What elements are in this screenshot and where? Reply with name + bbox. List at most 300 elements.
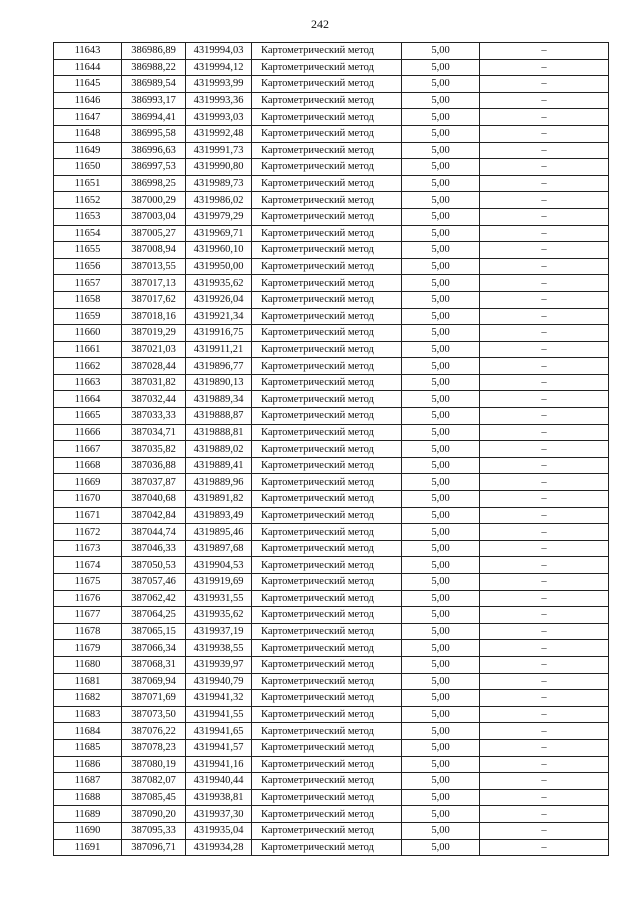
method-cell: Картометрический метод xyxy=(252,159,402,176)
method-cell: Картометрический метод xyxy=(252,773,402,790)
accuracy-cell: 5,00 xyxy=(402,524,480,541)
x-coordinate-cell: 387046,33 xyxy=(122,540,186,557)
accuracy-cell: 5,00 xyxy=(402,640,480,657)
point-number-cell: 11666 xyxy=(54,424,122,441)
x-coordinate-cell: 387035,82 xyxy=(122,441,186,458)
table-row xyxy=(54,159,609,176)
point-number-cell: 11687 xyxy=(54,773,122,790)
table-row xyxy=(54,424,609,441)
point-number-cell: 11664 xyxy=(54,391,122,408)
point-number-cell: 11647 xyxy=(54,109,122,126)
x-coordinate-cell: 387019,29 xyxy=(122,325,186,342)
y-coordinate-cell: 4319921,34 xyxy=(186,308,252,325)
method-cell: Картометрический метод xyxy=(252,341,402,358)
description-cell: – xyxy=(480,391,609,408)
accuracy-cell: 5,00 xyxy=(402,656,480,673)
method-cell: Картометрический метод xyxy=(252,540,402,557)
accuracy-cell: 5,00 xyxy=(402,739,480,756)
point-number-cell: 11657 xyxy=(54,275,122,292)
method-cell: Картометрический метод xyxy=(252,175,402,192)
y-coordinate-cell: 4319935,62 xyxy=(186,607,252,624)
table-row xyxy=(54,408,609,425)
x-coordinate-cell: 387065,15 xyxy=(122,623,186,640)
x-coordinate-cell: 387000,29 xyxy=(122,192,186,209)
description-cell: – xyxy=(480,242,609,259)
accuracy-cell: 5,00 xyxy=(402,673,480,690)
point-number-cell: 11672 xyxy=(54,524,122,541)
table-row xyxy=(54,391,609,408)
description-cell: – xyxy=(480,125,609,142)
point-number-cell: 11659 xyxy=(54,308,122,325)
accuracy-cell: 5,00 xyxy=(402,457,480,474)
table-row xyxy=(54,524,609,541)
x-coordinate-cell: 387005,27 xyxy=(122,225,186,242)
point-number-cell: 11654 xyxy=(54,225,122,242)
method-cell: Картометрический метод xyxy=(252,590,402,607)
method-cell: Картометрический метод xyxy=(252,374,402,391)
table-row xyxy=(54,43,609,60)
x-coordinate-cell: 387044,74 xyxy=(122,524,186,541)
method-cell: Картометрический метод xyxy=(252,308,402,325)
point-number-cell: 11667 xyxy=(54,441,122,458)
description-cell: – xyxy=(480,175,609,192)
accuracy-cell: 5,00 xyxy=(402,374,480,391)
y-coordinate-cell: 4319888,81 xyxy=(186,424,252,441)
accuracy-cell: 5,00 xyxy=(402,441,480,458)
description-cell: – xyxy=(480,474,609,491)
accuracy-cell: 5,00 xyxy=(402,491,480,508)
x-coordinate-cell: 387069,94 xyxy=(122,673,186,690)
point-number-cell: 11674 xyxy=(54,557,122,574)
coordinates-table-body xyxy=(54,43,609,856)
method-cell: Картометрический метод xyxy=(252,640,402,657)
x-coordinate-cell: 387064,25 xyxy=(122,607,186,624)
x-coordinate-cell: 387003,04 xyxy=(122,208,186,225)
table-row xyxy=(54,574,609,591)
table-row xyxy=(54,59,609,76)
accuracy-cell: 5,00 xyxy=(402,574,480,591)
x-coordinate-cell: 387031,82 xyxy=(122,374,186,391)
x-coordinate-cell: 387034,71 xyxy=(122,424,186,441)
table-row xyxy=(54,540,609,557)
x-coordinate-cell: 387096,71 xyxy=(122,839,186,856)
method-cell: Картометрический метод xyxy=(252,574,402,591)
point-number-cell: 11643 xyxy=(54,43,122,60)
accuracy-cell: 5,00 xyxy=(402,43,480,60)
description-cell: – xyxy=(480,673,609,690)
method-cell: Картометрический метод xyxy=(252,291,402,308)
table-row xyxy=(54,822,609,839)
method-cell: Картометрический метод xyxy=(252,258,402,275)
table-row xyxy=(54,374,609,391)
description-cell: – xyxy=(480,341,609,358)
y-coordinate-cell: 4319937,30 xyxy=(186,806,252,823)
accuracy-cell: 5,00 xyxy=(402,474,480,491)
point-number-cell: 11652 xyxy=(54,192,122,209)
x-coordinate-cell: 387036,88 xyxy=(122,457,186,474)
x-coordinate-cell: 387042,84 xyxy=(122,507,186,524)
accuracy-cell: 5,00 xyxy=(402,690,480,707)
point-number-cell: 11665 xyxy=(54,408,122,425)
table-row xyxy=(54,789,609,806)
accuracy-cell: 5,00 xyxy=(402,789,480,806)
method-cell: Картометрический метод xyxy=(252,192,402,209)
description-cell: – xyxy=(480,640,609,657)
description-cell: – xyxy=(480,773,609,790)
point-number-cell: 11668 xyxy=(54,457,122,474)
point-number-cell: 11669 xyxy=(54,474,122,491)
x-coordinate-cell: 387071,69 xyxy=(122,690,186,707)
x-coordinate-cell: 387017,13 xyxy=(122,275,186,292)
point-number-cell: 11686 xyxy=(54,756,122,773)
table-row xyxy=(54,839,609,856)
point-number-cell: 11678 xyxy=(54,623,122,640)
x-coordinate-cell: 387028,44 xyxy=(122,358,186,375)
accuracy-cell: 5,00 xyxy=(402,806,480,823)
x-coordinate-cell: 387021,03 xyxy=(122,341,186,358)
accuracy-cell: 5,00 xyxy=(402,92,480,109)
table-row xyxy=(54,474,609,491)
description-cell: – xyxy=(480,557,609,574)
accuracy-cell: 5,00 xyxy=(402,424,480,441)
x-coordinate-cell: 387073,50 xyxy=(122,706,186,723)
point-number-cell: 11689 xyxy=(54,806,122,823)
y-coordinate-cell: 4319993,36 xyxy=(186,92,252,109)
y-coordinate-cell: 4319911,21 xyxy=(186,341,252,358)
point-number-cell: 11656 xyxy=(54,258,122,275)
point-number-cell: 11644 xyxy=(54,59,122,76)
table-row xyxy=(54,258,609,275)
accuracy-cell: 5,00 xyxy=(402,540,480,557)
description-cell: – xyxy=(480,325,609,342)
table-row xyxy=(54,607,609,624)
y-coordinate-cell: 4319941,55 xyxy=(186,706,252,723)
point-number-cell: 11688 xyxy=(54,789,122,806)
y-coordinate-cell: 4319993,03 xyxy=(186,109,252,126)
point-number-cell: 11663 xyxy=(54,374,122,391)
table-row xyxy=(54,590,609,607)
y-coordinate-cell: 4319992,48 xyxy=(186,125,252,142)
table-row xyxy=(54,275,609,292)
table-row xyxy=(54,358,609,375)
method-cell: Картометрический метод xyxy=(252,457,402,474)
y-coordinate-cell: 4319897,68 xyxy=(186,540,252,557)
y-coordinate-cell: 4319931,55 xyxy=(186,590,252,607)
description-cell: – xyxy=(480,457,609,474)
y-coordinate-cell: 4319941,65 xyxy=(186,723,252,740)
x-coordinate-cell: 387018,16 xyxy=(122,308,186,325)
y-coordinate-cell: 4319889,96 xyxy=(186,474,252,491)
description-cell: – xyxy=(480,358,609,375)
y-coordinate-cell: 4319938,81 xyxy=(186,789,252,806)
y-coordinate-cell: 4319993,99 xyxy=(186,76,252,93)
point-number-cell: 11682 xyxy=(54,690,122,707)
accuracy-cell: 5,00 xyxy=(402,225,480,242)
accuracy-cell: 5,00 xyxy=(402,142,480,159)
table-row xyxy=(54,325,609,342)
table-row xyxy=(54,739,609,756)
y-coordinate-cell: 4319989,73 xyxy=(186,175,252,192)
table-row xyxy=(54,242,609,259)
accuracy-cell: 5,00 xyxy=(402,76,480,93)
description-cell: – xyxy=(480,192,609,209)
accuracy-cell: 5,00 xyxy=(402,59,480,76)
point-number-cell: 11685 xyxy=(54,739,122,756)
method-cell: Картометрический метод xyxy=(252,142,402,159)
accuracy-cell: 5,00 xyxy=(402,723,480,740)
description-cell: – xyxy=(480,806,609,823)
y-coordinate-cell: 4319938,55 xyxy=(186,640,252,657)
method-cell: Картометрический метод xyxy=(252,557,402,574)
accuracy-cell: 5,00 xyxy=(402,557,480,574)
accuracy-cell: 5,00 xyxy=(402,192,480,209)
method-cell: Картометрический метод xyxy=(252,789,402,806)
method-cell: Картометрический метод xyxy=(252,739,402,756)
point-number-cell: 11691 xyxy=(54,839,122,856)
x-coordinate-cell: 387066,34 xyxy=(122,640,186,657)
table-row xyxy=(54,142,609,159)
x-coordinate-cell: 387076,22 xyxy=(122,723,186,740)
table-row xyxy=(54,557,609,574)
description-cell: – xyxy=(480,408,609,425)
point-number-cell: 11677 xyxy=(54,607,122,624)
point-number-cell: 11684 xyxy=(54,723,122,740)
x-coordinate-cell: 387008,94 xyxy=(122,242,186,259)
x-coordinate-cell: 386986,89 xyxy=(122,43,186,60)
accuracy-cell: 5,00 xyxy=(402,325,480,342)
point-number-cell: 11680 xyxy=(54,656,122,673)
table-row xyxy=(54,723,609,740)
accuracy-cell: 5,00 xyxy=(402,773,480,790)
description-cell: – xyxy=(480,225,609,242)
description-cell: – xyxy=(480,789,609,806)
description-cell: – xyxy=(480,92,609,109)
accuracy-cell: 5,00 xyxy=(402,258,480,275)
method-cell: Картометрический метод xyxy=(252,839,402,856)
description-cell: – xyxy=(480,308,609,325)
accuracy-cell: 5,00 xyxy=(402,590,480,607)
method-cell: Картометрический метод xyxy=(252,225,402,242)
method-cell: Картометрический метод xyxy=(252,491,402,508)
y-coordinate-cell: 4319919,69 xyxy=(186,574,252,591)
description-cell: – xyxy=(480,656,609,673)
y-coordinate-cell: 4319994,12 xyxy=(186,59,252,76)
point-number-cell: 11673 xyxy=(54,540,122,557)
table-row xyxy=(54,773,609,790)
table-row xyxy=(54,640,609,657)
method-cell: Картометрический метод xyxy=(252,474,402,491)
table-row xyxy=(54,491,609,508)
table-row xyxy=(54,623,609,640)
table-row xyxy=(54,308,609,325)
y-coordinate-cell: 4319904,53 xyxy=(186,557,252,574)
method-cell: Картометрический метод xyxy=(252,723,402,740)
description-cell: – xyxy=(480,540,609,557)
accuracy-cell: 5,00 xyxy=(402,242,480,259)
accuracy-cell: 5,00 xyxy=(402,291,480,308)
y-coordinate-cell: 4319991,73 xyxy=(186,142,252,159)
table-row xyxy=(54,92,609,109)
method-cell: Картометрический метод xyxy=(252,109,402,126)
point-number-cell: 11648 xyxy=(54,125,122,142)
point-number-cell: 11679 xyxy=(54,640,122,657)
accuracy-cell: 5,00 xyxy=(402,109,480,126)
method-cell: Картометрический метод xyxy=(252,59,402,76)
method-cell: Картометрический метод xyxy=(252,623,402,640)
description-cell: – xyxy=(480,441,609,458)
y-coordinate-cell: 4319939,97 xyxy=(186,656,252,673)
y-coordinate-cell: 4319940,44 xyxy=(186,773,252,790)
x-coordinate-cell: 387095,33 xyxy=(122,822,186,839)
x-coordinate-cell: 387082,07 xyxy=(122,773,186,790)
method-cell: Картометрический метод xyxy=(252,424,402,441)
point-number-cell: 11676 xyxy=(54,590,122,607)
description-cell: – xyxy=(480,524,609,541)
y-coordinate-cell: 4319888,87 xyxy=(186,408,252,425)
method-cell: Картометрический метод xyxy=(252,706,402,723)
x-coordinate-cell: 387085,45 xyxy=(122,789,186,806)
point-number-cell: 11653 xyxy=(54,208,122,225)
method-cell: Картометрический метод xyxy=(252,208,402,225)
y-coordinate-cell: 4319950,00 xyxy=(186,258,252,275)
point-number-cell: 11671 xyxy=(54,507,122,524)
y-coordinate-cell: 4319890,13 xyxy=(186,374,252,391)
y-coordinate-cell: 4319960,10 xyxy=(186,242,252,259)
description-cell: – xyxy=(480,491,609,508)
method-cell: Картометрический метод xyxy=(252,822,402,839)
table-row xyxy=(54,441,609,458)
description-cell: – xyxy=(480,142,609,159)
description-cell: – xyxy=(480,59,609,76)
description-cell: – xyxy=(480,723,609,740)
description-cell: – xyxy=(480,109,609,126)
y-coordinate-cell: 4319935,04 xyxy=(186,822,252,839)
table-row xyxy=(54,192,609,209)
y-coordinate-cell: 4319926,04 xyxy=(186,291,252,308)
x-coordinate-cell: 387037,87 xyxy=(122,474,186,491)
y-coordinate-cell: 4319935,62 xyxy=(186,275,252,292)
accuracy-cell: 5,00 xyxy=(402,706,480,723)
table-row xyxy=(54,76,609,93)
y-coordinate-cell: 4319896,77 xyxy=(186,358,252,375)
y-coordinate-cell: 4319889,34 xyxy=(186,391,252,408)
point-number-cell: 11661 xyxy=(54,341,122,358)
x-coordinate-cell: 387068,31 xyxy=(122,656,186,673)
point-number-cell: 11658 xyxy=(54,291,122,308)
point-number-cell: 11662 xyxy=(54,358,122,375)
method-cell: Картометрический метод xyxy=(252,690,402,707)
table-row xyxy=(54,125,609,142)
accuracy-cell: 5,00 xyxy=(402,125,480,142)
method-cell: Картометрический метод xyxy=(252,242,402,259)
accuracy-cell: 5,00 xyxy=(402,839,480,856)
point-number-cell: 11670 xyxy=(54,491,122,508)
x-coordinate-cell: 386993,17 xyxy=(122,92,186,109)
table-row xyxy=(54,756,609,773)
point-number-cell: 11645 xyxy=(54,76,122,93)
x-coordinate-cell: 387062,42 xyxy=(122,590,186,607)
method-cell: Картометрический метод xyxy=(252,673,402,690)
method-cell: Картометрический метод xyxy=(252,507,402,524)
description-cell: – xyxy=(480,607,609,624)
point-number-cell: 11681 xyxy=(54,673,122,690)
x-coordinate-cell: 386995,58 xyxy=(122,125,186,142)
x-coordinate-cell: 387040,68 xyxy=(122,491,186,508)
accuracy-cell: 5,00 xyxy=(402,175,480,192)
x-coordinate-cell: 387032,44 xyxy=(122,391,186,408)
point-number-cell: 11690 xyxy=(54,822,122,839)
description-cell: – xyxy=(480,208,609,225)
description-cell: – xyxy=(480,822,609,839)
y-coordinate-cell: 4319979,29 xyxy=(186,208,252,225)
accuracy-cell: 5,00 xyxy=(402,341,480,358)
description-cell: – xyxy=(480,76,609,93)
method-cell: Картометрический метод xyxy=(252,275,402,292)
accuracy-cell: 5,00 xyxy=(402,822,480,839)
accuracy-cell: 5,00 xyxy=(402,358,480,375)
table-row xyxy=(54,225,609,242)
method-cell: Картометрический метод xyxy=(252,408,402,425)
accuracy-cell: 5,00 xyxy=(402,507,480,524)
accuracy-cell: 5,00 xyxy=(402,308,480,325)
table-row xyxy=(54,109,609,126)
table-row xyxy=(54,656,609,673)
table-row xyxy=(54,690,609,707)
description-cell: – xyxy=(480,258,609,275)
y-coordinate-cell: 4319916,75 xyxy=(186,325,252,342)
method-cell: Картометрический метод xyxy=(252,358,402,375)
x-coordinate-cell: 387080,19 xyxy=(122,756,186,773)
description-cell: – xyxy=(480,291,609,308)
method-cell: Картометрический метод xyxy=(252,125,402,142)
method-cell: Картометрический метод xyxy=(252,43,402,60)
x-coordinate-cell: 387057,46 xyxy=(122,574,186,591)
description-cell: – xyxy=(480,574,609,591)
x-coordinate-cell: 387050,53 xyxy=(122,557,186,574)
accuracy-cell: 5,00 xyxy=(402,623,480,640)
y-coordinate-cell: 4319893,49 xyxy=(186,507,252,524)
y-coordinate-cell: 4319990,80 xyxy=(186,159,252,176)
table-row xyxy=(54,457,609,474)
description-cell: – xyxy=(480,43,609,60)
description-cell: – xyxy=(480,507,609,524)
accuracy-cell: 5,00 xyxy=(402,159,480,176)
x-coordinate-cell: 386997,53 xyxy=(122,159,186,176)
description-cell: – xyxy=(480,623,609,640)
x-coordinate-cell: 387013,55 xyxy=(122,258,186,275)
method-cell: Картометрический метод xyxy=(252,325,402,342)
method-cell: Картометрический метод xyxy=(252,76,402,93)
y-coordinate-cell: 4319940,79 xyxy=(186,673,252,690)
description-cell: – xyxy=(480,839,609,856)
x-coordinate-cell: 386994,41 xyxy=(122,109,186,126)
coordinates-table xyxy=(53,42,609,856)
y-coordinate-cell: 4319941,57 xyxy=(186,739,252,756)
accuracy-cell: 5,00 xyxy=(402,391,480,408)
method-cell: Картометрический метод xyxy=(252,391,402,408)
description-cell: – xyxy=(480,374,609,391)
accuracy-cell: 5,00 xyxy=(402,408,480,425)
description-cell: – xyxy=(480,159,609,176)
y-coordinate-cell: 4319937,19 xyxy=(186,623,252,640)
point-number-cell: 11660 xyxy=(54,325,122,342)
point-number-cell: 11649 xyxy=(54,142,122,159)
x-coordinate-cell: 387090,20 xyxy=(122,806,186,823)
y-coordinate-cell: 4319941,32 xyxy=(186,690,252,707)
description-cell: – xyxy=(480,739,609,756)
method-cell: Картометрический метод xyxy=(252,756,402,773)
table-row xyxy=(54,507,609,524)
